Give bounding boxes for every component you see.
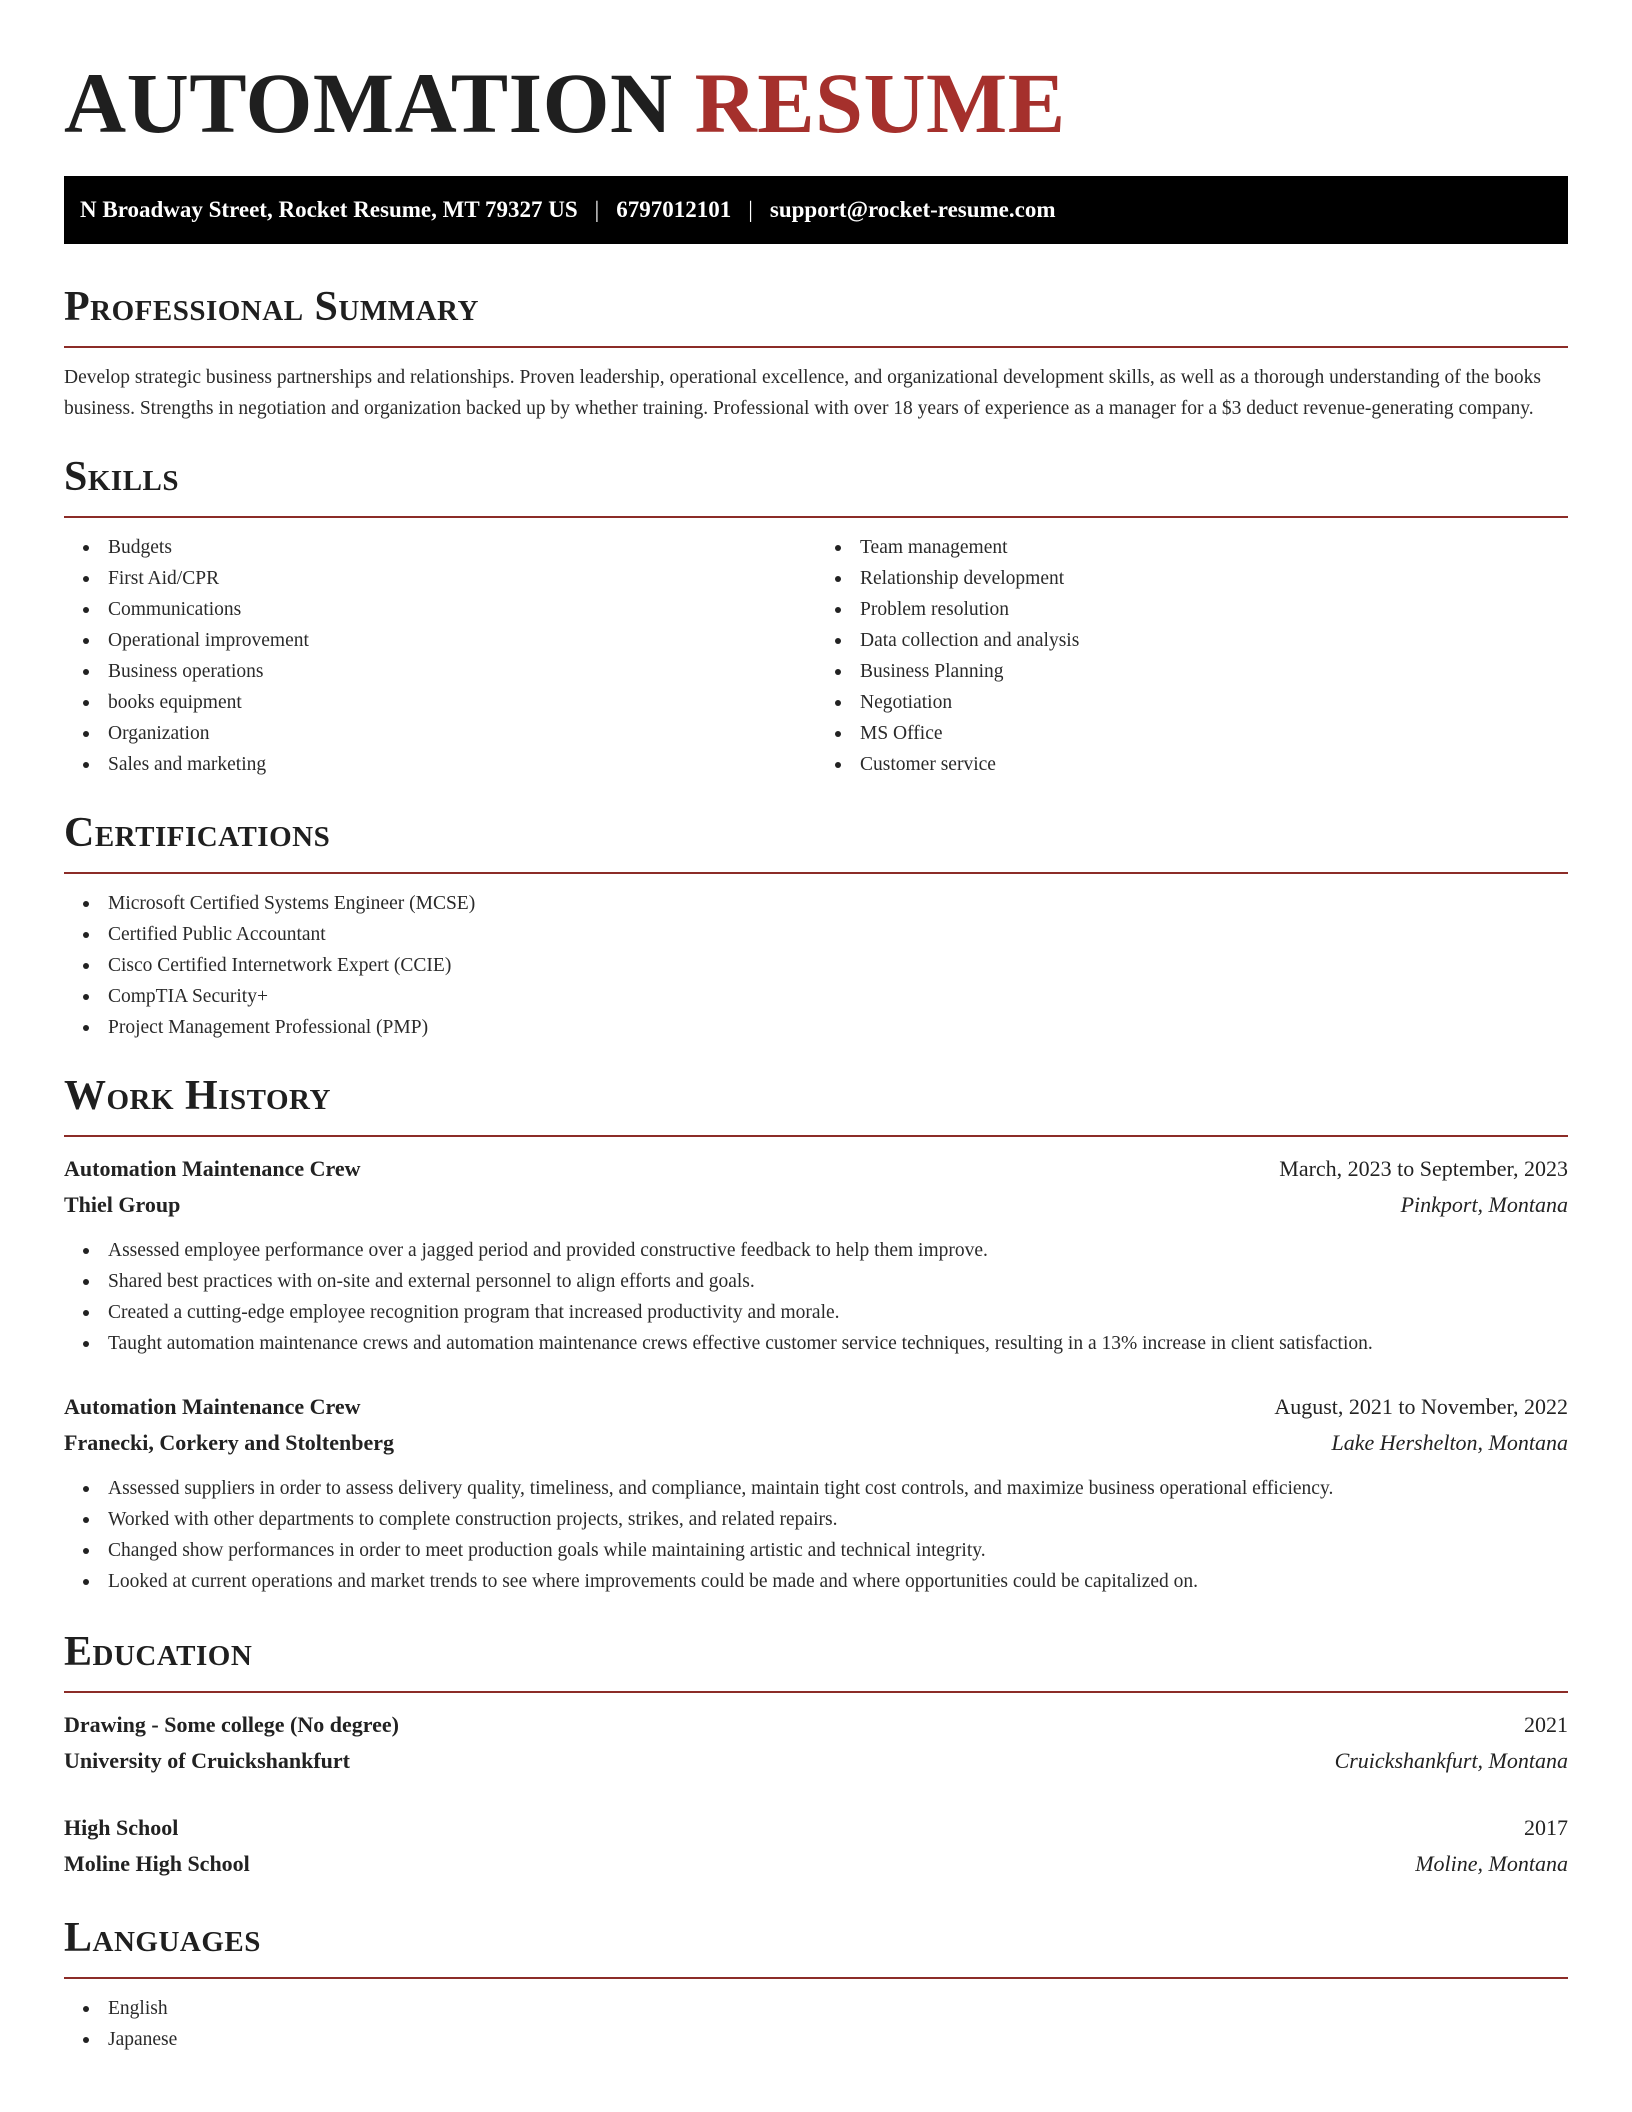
skill-item: Business operations — [108, 656, 816, 687]
job-bullets — [64, 1473, 1568, 1597]
education-header-row — [64, 1810, 1568, 1846]
section-divider — [64, 1691, 1568, 1693]
education-section — [64, 1627, 1568, 1882]
skills-list-left — [64, 532, 816, 780]
skill-item: Data collection and analysis — [860, 625, 1568, 656]
languages-list — [64, 1993, 1568, 2055]
skill-item: Negotiation — [860, 687, 1568, 718]
language-item: Japanese — [108, 2024, 1568, 2055]
education-degree: Drawing - Some college (No degree) — [64, 1712, 399, 1737]
skills-list-right — [816, 532, 1568, 780]
job-role: Automation Maintenance Crew — [64, 1156, 361, 1181]
skill-item: MS Office — [860, 718, 1568, 749]
job-location: Lake Hershelton, Montana — [1331, 1430, 1568, 1455]
education-location: Cruickshankfurt, Montana — [1334, 1748, 1568, 1773]
certification-item: CompTIA Security+ — [108, 981, 1568, 1012]
job-company-row — [64, 1425, 1568, 1461]
summary-text: Develop strategic business partnerships and relationships. Proven leadership, operational excellence, and organizational development skills, as well as a thorough understanding of the books business. Strengths in negotiation and organization backed up by whether training. Professional with over 18 years of experience as a manager for a $3 deduct revenue-generating company. — [64, 367, 1541, 419]
section-title-certifications: Certifications — [64, 810, 331, 856]
section-divider — [64, 346, 1568, 348]
job-bullet: Created a cutting-edge employee recognition program that increased productivity and morale. — [108, 1297, 1568, 1328]
job-header-row — [64, 1151, 1568, 1187]
skill-item: Operational improvement — [108, 625, 816, 656]
skill-item: Relationship development — [860, 563, 1568, 594]
skill-item: Business Planning — [860, 656, 1568, 687]
skill-item: Communications — [108, 594, 816, 625]
job-bullet: Assessed suppliers in order to assess delivery quality, timeliness, and compliance, maintain tight cost controls, and maximize business operational efficiency. — [108, 1473, 1568, 1504]
job-company: Franecki, Corkery and Stoltenberg — [64, 1430, 394, 1455]
certification-item: Project Management Professional (PMP) — [108, 1012, 1568, 1043]
education-school: Moline High School — [64, 1851, 250, 1876]
skill-item: Sales and marketing — [108, 749, 816, 780]
job-bullet: Taught automation maintenance crews and automation maintenance crews effective customer service techniques, resulting in a 13% increase in client satisfaction. — [108, 1328, 1568, 1359]
section-divider — [64, 1977, 1568, 1979]
job-bullets — [64, 1235, 1568, 1359]
resume-name — [64, 0, 1568, 151]
section-divider — [64, 872, 1568, 874]
job-bullet: Looked at current operations and market trends to see where improvements could be made and where opportunities could be capitalized on. — [108, 1566, 1568, 1597]
skill-item: Problem resolution — [860, 594, 1568, 625]
education-entry — [64, 1810, 1568, 1882]
job-company: Thiel Group — [64, 1192, 181, 1217]
job-dates: August, 2021 to November, 2022 — [1274, 1394, 1568, 1419]
language-item: English — [108, 1993, 1568, 2024]
job-role: Automation Maintenance Crew — [64, 1394, 361, 1419]
section-title-education: Education — [64, 1629, 253, 1675]
skill-item: Organization — [108, 718, 816, 749]
education-school-row — [64, 1846, 1568, 1882]
education-degree: High School — [64, 1815, 179, 1840]
skill-item: Customer service — [860, 749, 1568, 780]
section-divider — [64, 516, 1568, 518]
contact-phone: 6797012101 — [616, 197, 732, 222]
certification-item: Cisco Certified Internetwork Expert (CCIE) — [108, 950, 1568, 981]
skills-section — [64, 452, 1568, 780]
section-title-skills: Skills — [64, 454, 180, 500]
skill-item: First Aid/CPR — [108, 563, 816, 594]
education-year: 2017 — [1524, 1815, 1568, 1840]
contact-address: N Broadway Street, Rocket Resume, MT 79327 US — [80, 197, 578, 222]
contact-separator: | — [748, 197, 753, 222]
languages-section — [64, 1913, 1568, 2055]
name-last: RESUME — [694, 55, 1066, 151]
certification-item: Microsoft Certified Systems Engineer (MCSE) — [108, 888, 1568, 919]
certifications-list — [64, 888, 1568, 1043]
education-location: Moline, Montana — [1415, 1851, 1568, 1876]
job-dates: March, 2023 to September, 2023 — [1279, 1156, 1568, 1181]
skills-grid — [64, 532, 1568, 780]
name-first: AUTOMATION — [64, 55, 673, 151]
summary-section — [64, 282, 1568, 424]
job-entry — [64, 1151, 1568, 1359]
skill-item: Budgets — [108, 532, 816, 563]
contact-bar — [64, 176, 1568, 244]
section-title-summary: Professional Summary — [64, 284, 479, 330]
certifications-section — [64, 808, 1568, 1043]
job-location: Pinkport, Montana — [1400, 1192, 1568, 1217]
contact-email: support@rocket-resume.com — [769, 197, 1056, 222]
work-history-section — [64, 1071, 1568, 1597]
job-bullet: Shared best practices with on-site and external personnel to align efforts and goals. — [108, 1266, 1568, 1297]
education-year: 2021 — [1524, 1712, 1568, 1737]
job-bullet: Changed show performances in order to meet production goals while maintaining artistic and technical integrity. — [108, 1535, 1568, 1566]
skill-item: Team management — [860, 532, 1568, 563]
contact-separator: | — [594, 197, 600, 222]
section-divider — [64, 1135, 1568, 1137]
section-title-languages: Languages — [64, 1915, 261, 1961]
job-bullet: Assessed employee performance over a jagged period and provided constructive feedback to help them improve. — [108, 1235, 1568, 1266]
skill-item: books equipment — [108, 687, 816, 718]
education-school-row — [64, 1743, 1568, 1779]
education-entry — [64, 1707, 1568, 1779]
education-school: University of Cruickshankfurt — [64, 1748, 351, 1773]
job-entry — [64, 1389, 1568, 1597]
section-title-work-history: Work History — [64, 1073, 331, 1119]
education-header-row — [64, 1707, 1568, 1743]
job-header-row — [64, 1389, 1568, 1425]
job-bullet: Worked with other departments to complete construction projects, strikes, and related repairs. — [108, 1504, 1568, 1535]
certification-item: Certified Public Accountant — [108, 919, 1568, 950]
job-company-row — [64, 1187, 1568, 1223]
